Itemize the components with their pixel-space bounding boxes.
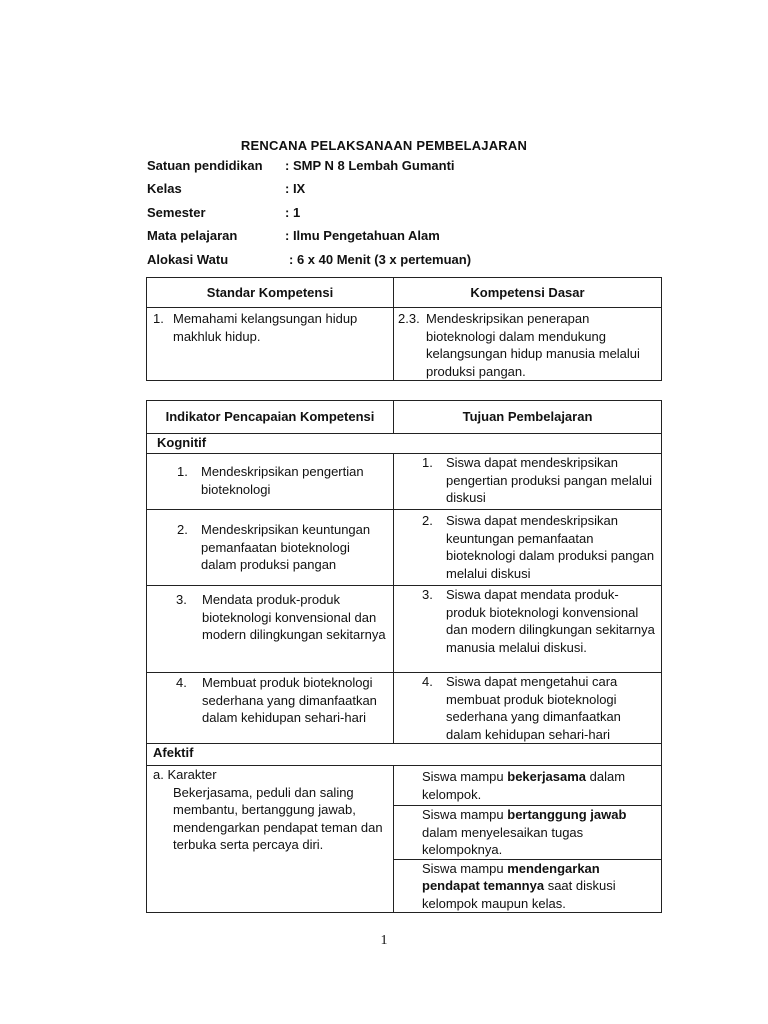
- competency-table: [146, 277, 662, 381]
- karakter-label: a. Karakter: [153, 767, 217, 782]
- page-number: 1: [380, 933, 388, 948]
- karakter-cell: [147, 766, 394, 913]
- indicator-cell: [147, 586, 394, 673]
- document-title: RENCANA PELAKSANAAN PEMBELAJARAN: [240, 138, 528, 153]
- afektif-goal-text: Siswa mampu bertanggung jawab dalam menyelesaikan tugas kelompoknya.: [422, 807, 627, 857]
- meta-label: Kelas: [147, 181, 182, 196]
- header-kompetensi-dasar: Kompetensi Dasar: [394, 278, 662, 308]
- objective-cell: [394, 510, 662, 586]
- meta-label: Mata pelajaran: [147, 228, 238, 243]
- afektif-goal-cell: [394, 766, 662, 806]
- afektif-goal-text: Siswa mampu bekerjasama dalam kelompok.: [422, 769, 626, 802]
- meta-value: : 6 x 40 Menit (3 x pertemuan): [289, 252, 472, 267]
- header-tujuan: Tujuan Pembelajaran: [394, 401, 662, 434]
- objective-text: Siswa dapat mendeskripsikan keuntungan pemanfaatan bioteknologi dalam produksi pangan melalui diskusi: [446, 513, 655, 581]
- item-number: 3.: [176, 592, 187, 607]
- item-number: 4.: [422, 674, 433, 689]
- meta-value: : IX: [285, 181, 306, 196]
- indicator-text: Mendata produk-produk bioteknologi konvensional dan modern dilingkungan sekitarnya: [202, 592, 386, 642]
- meta-value: : SMP N 8 Lembah Gumanti: [285, 158, 455, 173]
- meta-value: : Ilmu Pengetahuan Alam: [285, 228, 440, 243]
- section-afektif: Afektif: [147, 744, 662, 766]
- kompetensi-dasar-text: Mendeskripsikan penerapan bioteknologi dalam mendukung kelangsungan hidup manusia melalui produksi pangan.: [426, 311, 640, 379]
- section-kognitif: Kognitif: [147, 434, 662, 454]
- kompetensi-dasar-cell: [394, 308, 662, 381]
- standar-kompetensi-cell: [147, 308, 394, 381]
- objective-text: Siswa dapat mendeskripsikan pengertian produksi pangan melalui diskusi: [446, 455, 652, 505]
- indicator-objective-table: [146, 400, 662, 913]
- meta-value: : 1: [285, 205, 301, 220]
- indicator-text: Mendeskripsikan pengertian bioteknologi: [201, 464, 364, 497]
- indicator-cell: [147, 510, 394, 586]
- meta-label: Semester: [147, 205, 206, 220]
- afektif-goal-text: Siswa mampu mendengarkan pendapat temannya saat diskusi kelompok maupun kelas.: [422, 860, 616, 911]
- karakter-text: Bekerjasama, peduli dan saling membantu, bertanggung jawab, mendengarkan pendapat teman dan terbuka serta percaya diri.: [173, 784, 383, 852]
- objective-text: Siswa dapat mengetahui cara membuat produk bioteknologi sederhana yang dimanfaatkan dalam kehidupan sehari-hari: [446, 674, 621, 742]
- item-number: 1.: [422, 455, 433, 470]
- item-number: 2.: [177, 522, 188, 537]
- item-number: 1.: [177, 464, 188, 479]
- meta-label: Satuan pendidikan: [147, 158, 263, 173]
- item-number: 2.: [422, 513, 433, 528]
- afektif-goal-cell: [394, 806, 662, 860]
- item-number: 1.: [153, 311, 164, 326]
- item-number: 3.: [422, 587, 433, 602]
- indicator-cell: [147, 454, 394, 510]
- indicator-text: Membuat produk bioteknologi sederhana yang dimanfaatkan dalam kehidupan sehari-hari: [202, 675, 377, 725]
- indicator-cell: [147, 673, 394, 744]
- standar-kompetensi-text: Memahami kelangsungan hidup makhluk hidup.: [173, 311, 358, 344]
- objective-text: Siswa dapat mendata produk-produk bioteknologi konvensional dan modern dilingkungan sekitarnya manusia melalui diskusi.: [446, 587, 655, 655]
- item-number: 4.: [176, 675, 187, 690]
- afektif-goal-cell: [394, 859, 662, 913]
- objective-cell: [394, 454, 662, 510]
- objective-cell: [394, 673, 662, 744]
- indicator-text: Mendeskripsikan keuntungan pemanfaatan bioteknologi dalam produksi pangan: [201, 522, 371, 572]
- objective-cell: [394, 586, 662, 673]
- header-indikator: Indikator Pencapaian Kompetensi: [147, 401, 394, 434]
- header-standar-kompetensi: Standar Kompetensi: [147, 278, 394, 308]
- meta-label: Alokasi Watu: [147, 252, 229, 267]
- item-number: 2.3.: [398, 311, 420, 326]
